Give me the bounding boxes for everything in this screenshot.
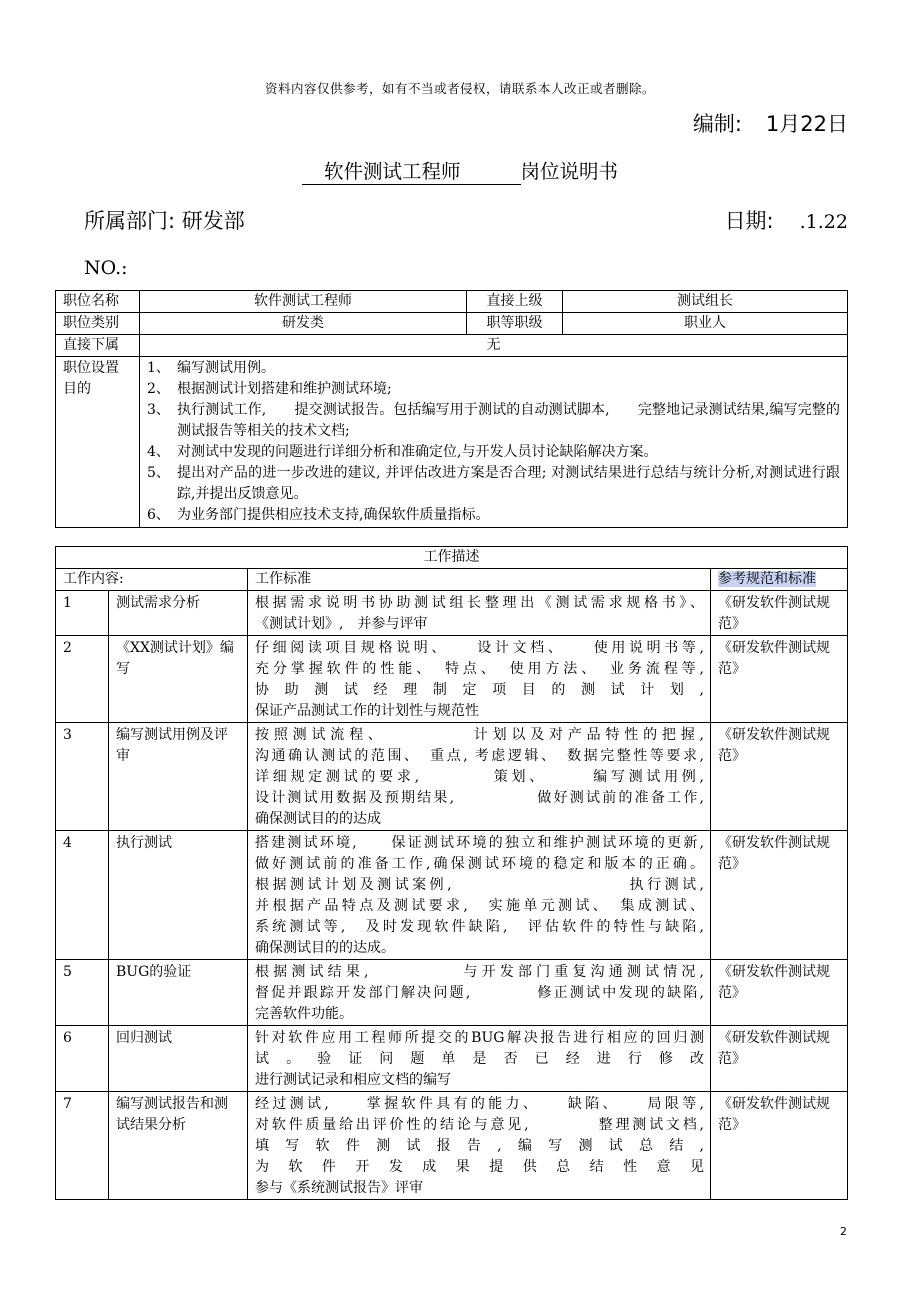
title-job-name: 软件测试工程师 bbox=[302, 156, 475, 185]
purpose-item: 5、 提出对产品的进一步改进的建议, 并评估改进方案是否合理; 对测试结果进行总结与统计分析,对测试进行跟踪,并提出反馈意见。 bbox=[147, 465, 840, 502]
work-row-reference: 《研发软件测试规范》 bbox=[711, 831, 848, 960]
standard-line: 填写软件测试报告,编写测试总结, bbox=[255, 1138, 704, 1154]
superior-value: 测试组长 bbox=[563, 291, 848, 313]
category-value: 研发类 bbox=[140, 313, 467, 335]
work-row-content: 编写测试用例及评审 bbox=[109, 723, 248, 831]
work-row bbox=[56, 1026, 848, 1092]
work-row-content: 编写测试报告和测试结果分析 bbox=[109, 1092, 248, 1200]
work-section-title-row bbox=[56, 547, 848, 569]
standard-line: 确保测试目的的达成。 bbox=[255, 940, 395, 956]
standard-line: 按照测试流程、 计划以及对产品特性的把握, bbox=[255, 727, 704, 743]
department-line bbox=[84, 205, 245, 235]
standard-line: 根据测试计划及测试案例, 执行测试, bbox=[255, 877, 704, 893]
work-row-number: 3 bbox=[56, 723, 109, 831]
date-line bbox=[725, 205, 848, 235]
work-row-reference: 《研发软件测试规范》 bbox=[711, 723, 848, 831]
department-value: 研发部 bbox=[181, 209, 245, 233]
purpose-label: 职位设置目的 bbox=[56, 357, 140, 528]
standard-line: 经过测试, 掌握软件具有的能力、 缺陷、 局限等, bbox=[255, 1096, 704, 1112]
info-row-name bbox=[56, 291, 848, 313]
work-row-standard bbox=[248, 960, 711, 1026]
purpose-list bbox=[147, 358, 840, 526]
standard-line: 根据需求说明书协助测试组长整理出《测试需求规格书》、 bbox=[255, 595, 704, 611]
position-info-table bbox=[55, 290, 848, 528]
standard-line: 协助测试经理制定项目的测试计划, bbox=[255, 682, 704, 698]
grade-label: 职等职级 bbox=[467, 313, 563, 335]
subordinate-value: 无 bbox=[140, 335, 848, 357]
col-header-reference: 参考规范和标准 bbox=[711, 569, 848, 591]
standard-line: 根据测试结果, 与开发部门重复沟通测试情况, bbox=[255, 964, 704, 980]
purpose-content bbox=[140, 357, 848, 528]
info-row-category bbox=[56, 313, 848, 335]
purpose-item: 3、 执行测试工作, 提交测试报告。包括编写用于测试的自动测试脚本, 完整地记录测试结果,编写完整的测试报告等相关的技术文档; bbox=[147, 402, 840, 439]
work-row-reference: 《研发软件测试规范》 bbox=[711, 591, 848, 636]
purpose-item: 4、 对测试中发现的问题进行详细分析和准确定位,与开发人员讨论缺陷解决方案。 bbox=[147, 444, 658, 460]
work-row-number: 5 bbox=[56, 960, 109, 1026]
standard-line: 搭建测试环境, 保证测试环境的独立和维护测试环境的更新, bbox=[255, 835, 704, 851]
document-number: NO.: bbox=[84, 257, 128, 279]
work-row-reference: 《研发软件测试规范》 bbox=[711, 960, 848, 1026]
work-description-table bbox=[55, 546, 848, 1200]
work-row-standard bbox=[248, 636, 711, 723]
standard-line: 完善软件功能。 bbox=[255, 1006, 353, 1022]
standard-line: 针对软件应用工程师所提交的BUG解决报告进行相应的回归测 bbox=[255, 1030, 704, 1046]
work-row bbox=[56, 831, 848, 960]
work-row-standard bbox=[248, 1026, 711, 1092]
info-row-purpose bbox=[56, 357, 848, 528]
standard-line: 《测试计划》, 并参与评审 bbox=[255, 616, 428, 632]
standard-line: 设计测试用数据及预期结果, 做好测试前的准备工作, bbox=[255, 790, 704, 806]
work-row bbox=[56, 723, 848, 831]
position-name-label: 职位名称 bbox=[56, 291, 140, 313]
department-label: 所属部门: bbox=[84, 209, 176, 233]
standard-line: 仔细阅读项目规格说明、 设计文档、 使用说明书等, bbox=[255, 640, 704, 656]
work-row-content: 测试需求分析 bbox=[109, 591, 248, 636]
page-number: 2 bbox=[840, 1225, 847, 1238]
standard-line: 为软件开发成果提供总结性意见 bbox=[255, 1159, 704, 1175]
col-header-content: 工作内容: bbox=[56, 569, 248, 591]
work-row-number: 6 bbox=[56, 1026, 109, 1092]
superior-label: 直接上级 bbox=[467, 291, 563, 313]
title-underline-gap bbox=[475, 162, 521, 185]
standard-line: 参与《系统测试报告》评审 bbox=[255, 1180, 423, 1196]
work-row bbox=[56, 591, 848, 636]
work-row-content: 执行测试 bbox=[109, 831, 248, 960]
standard-line: 试。验证问题单是否已经进行修改 bbox=[255, 1051, 704, 1067]
grade-value: 职业人 bbox=[563, 313, 848, 335]
standard-line: 保证产品测试工作的计划性与规范性 bbox=[255, 703, 479, 719]
edit-label: 编制: bbox=[692, 112, 742, 136]
edit-line bbox=[693, 108, 848, 138]
work-row-reference: 《研发软件测试规范》 bbox=[711, 1026, 848, 1092]
work-row-standard bbox=[248, 1092, 711, 1200]
work-row bbox=[56, 1092, 848, 1200]
standard-line: 进行测试记录和相应文档的编写 bbox=[255, 1072, 451, 1088]
work-row bbox=[56, 960, 848, 1026]
work-row-content: 回归测试 bbox=[109, 1026, 248, 1092]
info-row-subordinate bbox=[56, 335, 848, 357]
work-row-number: 4 bbox=[56, 831, 109, 960]
work-row-number: 1 bbox=[56, 591, 109, 636]
work-rows bbox=[56, 591, 848, 1200]
date-label: 日期: bbox=[724, 209, 774, 233]
standard-line: 系统测试等, 及时发现软件缺陷, 评估软件的特性与缺陷, bbox=[255, 919, 704, 935]
purpose-item: 2、 根据测试计划搭建和维护测试环境; bbox=[147, 381, 392, 397]
position-name-value: 软件测试工程师 bbox=[140, 291, 467, 313]
work-row-number: 2 bbox=[56, 636, 109, 723]
work-row-content: BUG的验证 bbox=[109, 960, 248, 1026]
subordinate-label: 直接下属 bbox=[56, 335, 140, 357]
work-row-number: 7 bbox=[56, 1092, 109, 1200]
disclaimer-text: 资料内容仅供参考，如有不当或者侵权，请联系本人改正或者删除。 bbox=[264, 81, 655, 96]
work-header-row bbox=[56, 569, 848, 591]
standard-line: 确保测试目的的达成 bbox=[255, 811, 381, 827]
standard-line: 充分掌握软件的性能、 特点、 使用方法、 业务流程等, bbox=[255, 661, 704, 677]
title-doc-type: 岗位说明书 bbox=[520, 160, 619, 183]
work-row-content: 《XX测试计划》编写 bbox=[109, 636, 248, 723]
purpose-item: 6、 为业务部门提供相应技术支持,确保软件质量指标。 bbox=[147, 507, 490, 523]
document-title bbox=[0, 156, 920, 185]
standard-line: 督促并跟踪开发部门解决问题, 修正测试中发现的缺陷, bbox=[255, 985, 704, 1001]
work-row-reference: 《研发软件测试规范》 bbox=[711, 1092, 848, 1200]
work-row-standard bbox=[248, 723, 711, 831]
work-row bbox=[56, 636, 848, 723]
date-value: .1.22 bbox=[799, 211, 848, 233]
work-section-title: 工作描述 bbox=[56, 547, 848, 569]
col-header-standard: 工作标准 bbox=[248, 569, 711, 591]
standard-line: 沟通确认测试的范围、 重点, 考虑逻辑、 数据完整性等要求, bbox=[255, 748, 704, 764]
work-row-standard bbox=[248, 591, 711, 636]
purpose-item: 1、 编写测试用例。 bbox=[147, 360, 275, 376]
standard-line: 并根据产品特点及测试要求, 实施单元测试、 集成测试、 bbox=[255, 898, 704, 914]
standard-line: 对软件质量给出评价性的结论与意见, 整理测试文档, bbox=[255, 1117, 704, 1133]
standard-line: 详细规定测试的要求, 策划、 编写测试用例, bbox=[255, 769, 704, 785]
category-label: 职位类别 bbox=[56, 313, 140, 335]
work-row-standard bbox=[248, 831, 711, 960]
edit-date: 1月22日 bbox=[765, 112, 848, 136]
work-row-reference: 《研发软件测试规范》 bbox=[711, 636, 848, 723]
standard-line: 做好测试前的准备工作,确保测试环境的稳定和版本的正确。 bbox=[255, 856, 704, 872]
